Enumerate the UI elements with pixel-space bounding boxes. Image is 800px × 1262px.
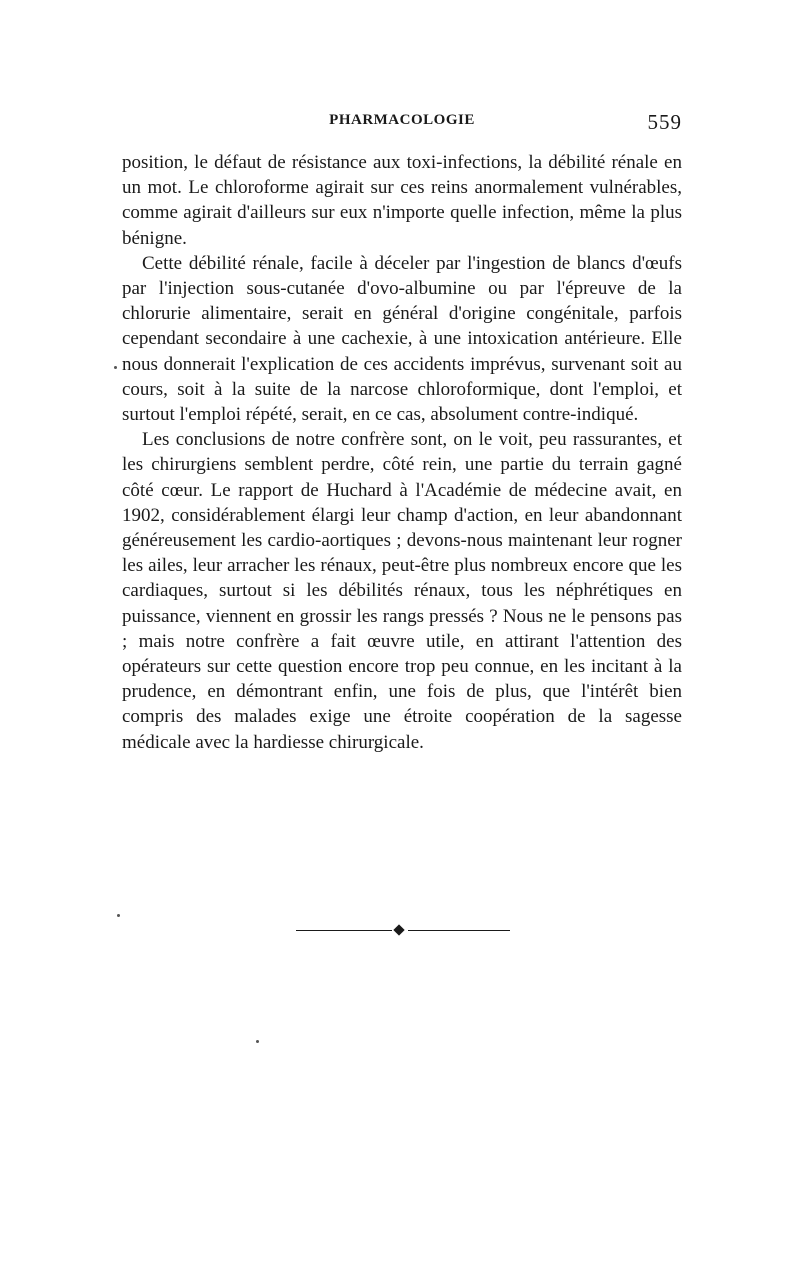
paragraph: position, le défaut de résistance aux toxi-infections, la débilité rénale en un mot. Le chloroforme agirait sur ces reins anormalement vulnérables, comme agirait d'ailleurs sur eux n'importe quelle infection, même la plus bénigne. <box>122 152 682 249</box>
ink-speck <box>114 366 117 369</box>
end-ornament <box>296 924 510 936</box>
running-title: PHARMACOLOGIE <box>329 112 475 128</box>
paragraph: Cette débilité rénale, facile à déceler par l'ingestion de blancs d'œufs par l'injection sous-cutanée d'ovo-albumine ou par l'épreuve de la chlorurie alimentaire, serait en général d'origine congénitale, parfois cependant secondaire à une cachexie, à une intoxication antérieure. Elle nous donnerait l'explication de ces accidents imprévus, survenant soit au cours, soit à la suite de la narcose chloroformique, dont l'emploi, et surtout l'emploi répété, serait, en ce cas, absolument contre-indiqué. <box>122 252 682 426</box>
ornament-diamond-icon <box>393 924 404 935</box>
paragraph: Les conclusions de notre confrère sont, on le voit, peu rassurantes, et les chirurgiens semblent perdre, côté rein, une partie du terrain gagné côté cœur. Le rapport de Huchard à l'Académie de médecine avait, en 1902, considérablement élargi leur champ d'action, en leur abandonnant généreusement les cardio-aortiques ; devons-nous maintenant leur rogner les ailes, leur arracher les rénaux, peut-être plus nombreux encore que les cardiaques, surtout si les débilités rénaux, tous les néphrétiques en puissance, viennent en grossir les rangs pressés ? Nous ne le pensons pas ; mais notre confrère a fait œuvre utile, en attirant l'attention des opérateurs sur cette question encore trop peu connue, en les incitant à la prudence, en démontrant enfin, une fois de plus, que l'intérêt bien compris des malades exige une étroite coopération de la sagesse médicale avec la hardiesse chirurgicale. <box>122 429 682 753</box>
ink-speck <box>117 914 120 917</box>
ornament-rule-right <box>408 930 510 931</box>
ink-speck <box>256 1040 259 1043</box>
ornament-rule-left <box>296 930 392 931</box>
body-text <box>122 150 682 755</box>
running-head <box>122 112 682 142</box>
page-number: 559 <box>647 110 682 134</box>
